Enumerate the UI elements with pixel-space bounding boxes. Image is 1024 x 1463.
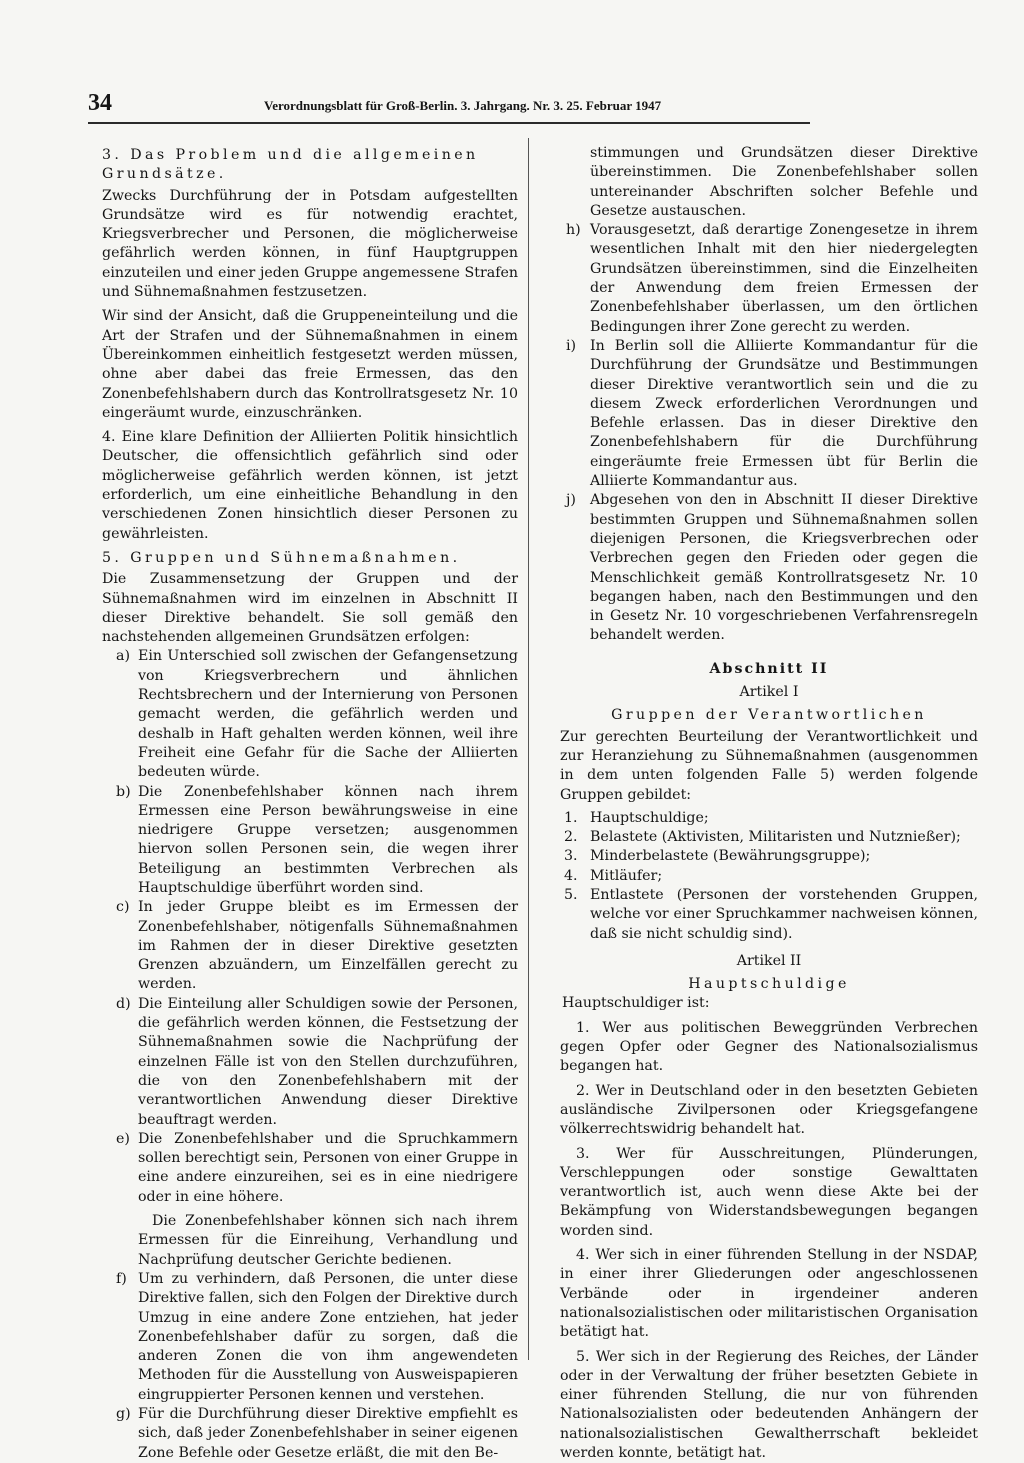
paragraph: Die Zusammensetzung der Gruppen und der Sühnemaßnahmen wird im einzelnen in Abschnitt II dieser Direktive behandelt. Sie soll gemäß den nachstehenden allgemeinen Grundsätzen erfolgen: <box>102 571 518 646</box>
list-item <box>102 647 518 782</box>
list-item-text: In jeder Gruppe bleibt es im Ermessen der Zonenbefehlshaber, nötigenfalls Sühnemaßnahmen im Rahmen der in dieser Direktive gesetzten Grenzen abzuändern, um Einzelfällen gerecht zu werden. <box>138 899 518 993</box>
list-item-label: b) <box>116 783 131 800</box>
paragraph: 4. Wer sich in einer führenden Stellung in der NSDAP, in einer ihrer Gliederungen oder angeschlossenen Verbände oder in irgendeiner anderen nationalsozialistischen oder militaristischen Organisation betätigt hat. <box>560 1247 978 1341</box>
list-item-text: Hauptschuldige; <box>590 809 709 826</box>
list-item-text: Die Zonenbefehlshaber können nach ihrem Ermessen eine Person bewährungsweise in eine niedrigere Gruppe versetzen; ausgenommen hiervon sollen Personen sein, die wegen ihrer Beteiligung an bestimmten Verbrechen als Hauptschuldige überführt worden sind. <box>138 783 518 896</box>
list-item-text: Minderbelastete (Bewährungsgruppe); <box>590 848 871 865</box>
column-divider <box>528 138 529 1360</box>
list-item <box>102 1405 518 1463</box>
list-item-label: g) <box>116 1406 131 1422</box>
section-heading: Abschnitt II <box>709 660 829 677</box>
list-item <box>560 221 978 337</box>
list-item <box>560 828 978 847</box>
list-item-label: f) <box>116 1270 127 1287</box>
section-5-heading: 5. Gruppen und Sühnemaßnahmen. <box>102 549 461 566</box>
list-item <box>102 783 518 899</box>
list-item-label: a) <box>116 648 130 665</box>
list-item-label: 5. <box>564 886 578 903</box>
page-number: 34 <box>88 90 112 116</box>
section-4-paragraph: 4. Eine klare Definition der Alliierten Politik hinsichtlich Deutscher, die offensichtlich gefährlich sind oder möglicherweise gefährlich werden können, ist jetzt erforderlich, um eine einheitliche Behandlung in den verschiedenen Zonen hinsichtlich dieser Personen zu gewährleisten. <box>102 429 518 542</box>
list-item-label: c) <box>116 899 130 916</box>
paragraph: Wir sind der Ansicht, daß die Gruppeneinteilung und die Art der Strafen und der Sühnemaßnahmen in einem Übereinkommen einheitlich festgesetzt werden müssen, ohne aber dabei das freie Ermessen, das den Zonenbefehlshabern durch das Kontrollratsgesetz Nr. 10 eingeräumt wurde, einzuschränken. <box>102 308 518 421</box>
list-item-text: Ein Unterschied soll zwischen der Gefangensetzung von Kriegsverbrechern und ähnlichen Rechtsbrechern und der Internierung von Personen gemacht werden, die gefährlich werden und deshalb in Haft gehalten werden können, weil ihre Freiheit eine Gefahr für die Sache der Alliierten bedeuten würde. <box>138 648 518 781</box>
list-item-label: d) <box>116 995 131 1012</box>
list-item-label: 4. <box>564 867 578 884</box>
left-column <box>102 144 518 1463</box>
list-item-text: Vorausgesetzt, daß derartige Zonengesetze in ihrem wesentlichen Inhalt mit den hier niedergelegten Grundsätzen übereinstimmen, sind die Einzelheiten der Anwendung dem freien Ermessen der Zonenbefehlshaber überlassen, um den örtlichen Bedingungen ihrer Zone gerecht zu werden. <box>590 222 978 335</box>
list-item-label: e) <box>116 1130 130 1147</box>
paragraph: stimmungen und Grundsätzen dieser Direktive übereinstimmen. Die Zonenbefehlshaber sollen untereinander Abschriften solcher Befehle und Gesetze austauschen. <box>590 145 978 219</box>
list-item <box>560 809 978 828</box>
list-item-text: Die Einteilung aller Schuldigen sowie der Personen, die gefährlich werden können, die Festsetzung der Sühnemaßnahmen sowie die Nachprüfung der einzelnen Fälle ist von den Stellen durchzuführen, die von den Zonenbefehlshabern mit der verantwortlichen Anwendung dieser Direktive beauftragt werden. <box>138 995 518 1128</box>
list-item-text: Entlastete (Personen der vorstehenden Gruppen, welche vor einer Spruchkammer nachweisen können, daß sie nicht schuldig sind). <box>590 886 978 942</box>
list-item-text: Belastete (Aktivisten, Militaristen und Nutznießer); <box>590 829 961 846</box>
right-column <box>560 144 978 1463</box>
list-item-text: Mitläufer; <box>590 867 663 884</box>
paragraph: 2. Wer in Deutschland oder in den besetzten Gebieten ausländische Zivilpersonen oder Kriegsgefangene völkerrechtswidrig behandelt hat. <box>560 1082 978 1138</box>
list-item-label: h) <box>566 222 581 239</box>
list-item-label: 1. <box>564 809 578 826</box>
list-item-label: 2. <box>564 829 578 846</box>
list-item-label: 3. <box>564 848 578 865</box>
article-heading: Artikel I <box>739 684 799 701</box>
list-item <box>560 847 978 866</box>
list-item <box>102 995 518 1130</box>
list-item-label: j) <box>566 492 576 509</box>
list-item <box>560 867 978 886</box>
running-title: Verordnungsblatt für Groß-Berlin. 3. Jahrgang. Nr. 3. 25. Februar 1947 <box>264 98 662 113</box>
paragraph: 1. Wer aus politischen Beweggründen Verbrechen gegen Opfer oder Gegner des Nationalsozialismus begangen hat. <box>560 1019 978 1075</box>
page-header <box>88 90 808 122</box>
list-item-text: In Berlin soll die Alliierte Kommandantur für die Durchführung der Grundsätze und Bestimmungen dieser Direktive verantwortlich sein und die zu diesem Zweck erforderlichen Verordnungen und Befehle erlassen. Das in dieser Direktive den Zonenbefehlshabern für die Durchführung eingeräumte freie Ermessen übt für Berlin die Alliierte Kommandantur aus. <box>590 337 978 490</box>
list-item-text: Abgesehen von den in Abschnitt II dieser Direktive bestimmten Gruppen und Sühnemaßnahmen sollen diejenigen Personen, die Kriegsverbrechen oder Verbrechen gegen den Frieden oder gegen die Menschlichkeit gemäß Kontrollratsgesetz Nr. 10 begangen haben, nach den Bestimmungen und den in Gesetz Nr. 10 vorgeschriebenen Verfahrensregeln behandelt werden. <box>590 492 978 644</box>
group-list <box>560 809 978 944</box>
list-item-text: Für die Durchführung dieser Direktive empfiehlt es sich, daß jeder Zonenbefehlshaber in seiner eigenen Zone Befehle oder Gesetze erläßt, die mit den Be- <box>138 1406 518 1461</box>
paragraph: Hauptschuldiger ist: <box>562 995 710 1012</box>
paragraph: Zur gerechten Beurteilung der Verantwortlichkeit und zur Heranziehung zu Sühnemaßnahmen (ausgenommen in dem unten folgenden Falle 5) werden folgende Gruppen gebildet: <box>560 728 978 803</box>
paragraph: 5. Wer sich in der Regierung des Reiches, der Länder oder in der Verwaltung der früher besetzten Gebiete in einer führenden Stellung, die nur von führenden Nationalsozialisten oder bedeutenden Anhängern der nationalsozialistischen Gewaltherrschaft bekleidet werden konnte, betätigt hat. <box>560 1348 978 1461</box>
header-rule <box>88 122 810 124</box>
list-item-text: Um zu verhindern, daß Personen, die unter diese Direktive fallen, sich den Folgen der Direktive durch Umzug in eine andere Zone entziehen, hat jeder Zonenbefehlshaber dafür zu sorgen, daß die anderen Zonen die von ihm angewendeten Methoden für die Ausstellung von Ausweispapieren eingruppierter Personen kennen und verstehen. <box>138 1270 518 1403</box>
paragraph: 3. Wer für Ausschreitungen, Plünderungen, Verschleppungen oder sonstige Gewalttaten verantwortlich ist, auch wenn diese Akte bei der Bekämpfung von Widerstandsbewegungen begangen worden sind. <box>560 1145 978 1239</box>
paragraph: Zwecks Durchführung der in Potsdam aufgestellten Grundsätze wird es für notwendig erachtet, Kriegsverbrecher und Personen, die möglicherweise gefährlich werden können, in fünf Hauptgruppen einzuteilen und einer jeden Gruppe angemessene Strafen und Sühnemaßnahmen festzusetzen. <box>102 187 518 301</box>
list-item <box>560 886 978 944</box>
list-item <box>560 491 978 645</box>
list-item <box>560 337 978 491</box>
article-heading: Artikel II <box>736 952 802 969</box>
list-item <box>102 898 518 994</box>
paragraph: Die Zonenbefehlshaber können sich nach ihrem Ermessen für die Einreihung, Verhandlung und Nachprüfung deutscher Gerichte bedienen. <box>138 1213 518 1268</box>
article-title: Gruppen der Verantwortlichen <box>611 707 927 724</box>
list-item-label: i) <box>566 337 577 354</box>
list-item-text: Die Zonenbefehlshaber und die Spruchkammern sollen berechtigt sein, Personen von einer Gruppe in eine andere einzureihen, sei es in eine niedrigere oder in eine höhere. <box>138 1130 518 1205</box>
section-3-heading: 3. Das Problem und die allgemeinen Grundsätze. <box>102 147 479 183</box>
list-item <box>102 1130 518 1207</box>
article-title: Hauptschuldige <box>688 976 850 993</box>
